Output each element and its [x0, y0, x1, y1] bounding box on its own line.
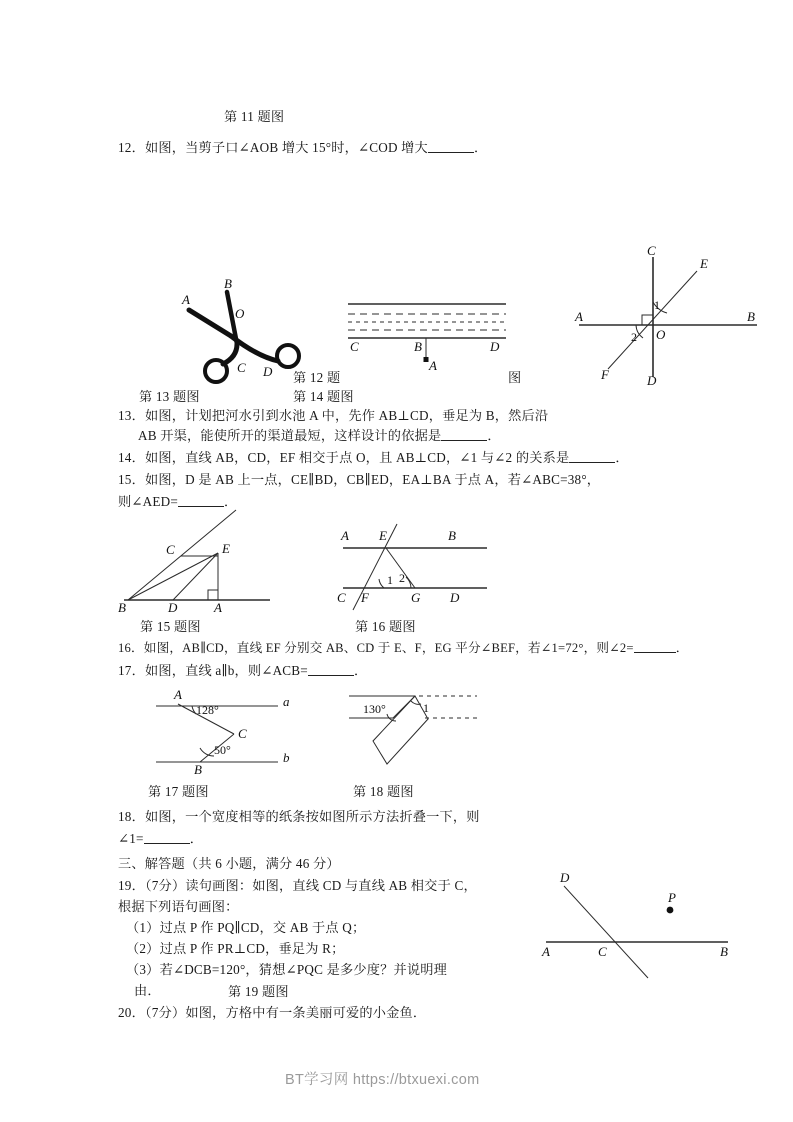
- question-17: [118, 661, 367, 681]
- question-15-period: ．: [223, 494, 238, 509]
- fig15-label-c: C: [166, 542, 175, 557]
- fig18-angle-130: 130°: [363, 702, 386, 716]
- figure-label-15: 第 15 题图: [140, 619, 201, 634]
- question-14-period: ．: [615, 450, 629, 465]
- question-16: [118, 639, 689, 658]
- fig15-label-d: D: [168, 600, 178, 615]
- intersect-label-a: A: [575, 309, 583, 324]
- answer-blank-12[interactable]: [428, 140, 474, 153]
- question-19-item4: 由．: [134, 983, 161, 998]
- fig16-label-e: E: [379, 528, 387, 543]
- intersect-label-d: D: [647, 373, 657, 388]
- fig19-label-a: A: [542, 944, 550, 959]
- intersect-label-f: F: [601, 367, 609, 382]
- intersect-label-c: C: [647, 243, 656, 258]
- fig17-line-b: b: [283, 750, 290, 765]
- figure-scissors: [165, 268, 305, 383]
- question-19-item2: （2）过点 P 作 PR⊥CD，垂足为 R；: [126, 941, 345, 956]
- figure-label-18: 第 18 题图: [353, 784, 414, 799]
- figure-label-13: 第 13 题图: [139, 389, 200, 404]
- figure-17: [152, 686, 317, 776]
- scissors-label-d: D: [263, 364, 273, 379]
- question-20: 20．（7分）如图，方格中有一条美丽可爱的小金鱼．: [118, 1005, 427, 1020]
- question-17-text: 17．如图，直线 a∥b，则∠ACB=: [118, 663, 308, 678]
- intersect-angle-2: 2: [631, 330, 637, 344]
- question-12: [118, 138, 487, 158]
- intersect-label-o: O: [656, 327, 666, 342]
- answer-blank-18[interactable]: [144, 831, 190, 844]
- figure-river: [342, 300, 512, 375]
- river-label-b: B: [414, 339, 422, 354]
- fig15-label-a: A: [214, 600, 222, 615]
- question-16-text: 16．如图，AB∥CD，直线 EF 分别交 AB、CD 于 E、F，EG 平分∠BEF，若∠1=72°，则∠2=: [118, 641, 634, 655]
- answer-blank-16[interactable]: [634, 640, 676, 653]
- fig16-label-b: B: [448, 528, 456, 543]
- section-3-heading: 三、解答题（共 6 小题，满分 46 分）: [118, 856, 340, 871]
- question-19-item1: （1）过点 P 作 PQ∥CD，交 AB 于点 Q；: [126, 920, 366, 935]
- scissors-label-o: O: [235, 306, 245, 321]
- fig19-label-c: C: [598, 944, 607, 959]
- figure-15: [118, 508, 278, 613]
- figure-label-12-tail: 图: [508, 370, 522, 385]
- fig16-label-d: D: [450, 590, 460, 605]
- fig17-label-a: A: [174, 687, 182, 702]
- question-19-line2: 根据下列语句画图：: [118, 899, 239, 914]
- fig17-label-b: B: [194, 762, 202, 777]
- fig16-label-c: C: [337, 590, 346, 605]
- fig17-angle-50: 50°: [214, 743, 231, 757]
- fig16-label-f: F: [361, 590, 369, 605]
- question-13-period: ．: [487, 428, 501, 443]
- answer-blank-14[interactable]: [569, 450, 615, 463]
- question-18-line2: [118, 829, 203, 849]
- river-label-a: A: [429, 358, 437, 373]
- intersect-angle-1: 1: [654, 298, 660, 312]
- fig16-label-g: G: [411, 590, 421, 605]
- question-12-text: 12．如图，当剪子口∠AOB 增大 15°时，∠COD 增大: [118, 140, 428, 155]
- question-15-text2: 则∠AED=: [118, 494, 178, 509]
- question-17-period: ．: [353, 663, 368, 678]
- figure-19: [538, 868, 753, 988]
- question-18-line1: 18．如图，一个宽度相等的纸条按如图所示方法折叠一下，则: [118, 809, 480, 824]
- fig18-angle-1: 1: [423, 701, 429, 715]
- scissors-label-c: C: [237, 360, 246, 375]
- river-label-d: D: [490, 339, 500, 354]
- scissors-label-b: B: [224, 276, 232, 291]
- figure-label-16: 第 16 题图: [355, 619, 416, 634]
- figure-label-17: 第 17 题图: [148, 784, 209, 799]
- intersect-label-e: E: [700, 256, 708, 271]
- fig15-label-e: E: [222, 541, 230, 556]
- question-18-period: ．: [189, 831, 204, 846]
- fig16-angle-1: 1: [387, 573, 393, 587]
- answer-blank-13[interactable]: [441, 428, 487, 441]
- fig16-angle-2: 2: [399, 571, 405, 585]
- answer-blank-15[interactable]: [178, 494, 224, 507]
- question-14: [118, 448, 629, 468]
- figure-intersecting-lines: [575, 243, 765, 388]
- fig17-label-c: C: [238, 726, 247, 741]
- question-19-line1: 19．（7分）读句画图：如图，直线 CD 与直线 AB 相交于 C，: [118, 878, 477, 893]
- river-label-c: C: [350, 339, 359, 354]
- figure-label-14: 第 14 题图: [293, 389, 354, 404]
- question-14-text: 14．如图，直线 AB，CD，EF 相交于点 O，且 AB⊥CD，∠1 与∠2 的关系是: [118, 450, 570, 465]
- figure-label-12: 第 12 题: [293, 370, 341, 385]
- question-13-line2: [138, 426, 501, 446]
- figure-18: [345, 686, 520, 776]
- fig15-label-b: B: [118, 600, 126, 615]
- question-12-period: ．: [473, 140, 488, 155]
- fig17-line-a: a: [283, 694, 290, 709]
- answer-blank-17[interactable]: [308, 663, 354, 676]
- intersect-label-b: B: [747, 309, 755, 324]
- watermark: BT学习网 https://btxuexi.com: [285, 1072, 480, 1088]
- fig19-label-b: B: [720, 944, 728, 959]
- question-15-line1: 15．如图，D 是 AB 上一点，CE∥BD，CB∥ED，EA⊥BA 于点 A，若∠ABC=38°，: [118, 472, 601, 487]
- question-13-text2: AB 开渠，能使所开的渠道最短，这样设计的依据是: [138, 428, 442, 443]
- question-18-text2: ∠1=: [118, 831, 144, 846]
- fig17-angle-128: 128°: [196, 703, 219, 717]
- scissors-label-a: A: [182, 292, 190, 307]
- figure-label-19: 第 19 题图: [228, 984, 289, 999]
- figure-16: [335, 522, 505, 617]
- fig16-label-a: A: [341, 528, 349, 543]
- fig19-label-d: D: [560, 870, 570, 885]
- question-16-period: ．: [675, 641, 689, 655]
- question-13-line1: 13．如图，计划把河水引到水池 A 中，先作 AB⊥CD，垂足为 B，然后沿: [118, 408, 549, 423]
- question-19-item3: （3）若∠DCB=120°，猜想∠PQC 是多少度？并说明理: [126, 962, 448, 977]
- fig19-label-p: P: [668, 890, 676, 905]
- figure-label-11: 第 11 题图: [224, 109, 285, 124]
